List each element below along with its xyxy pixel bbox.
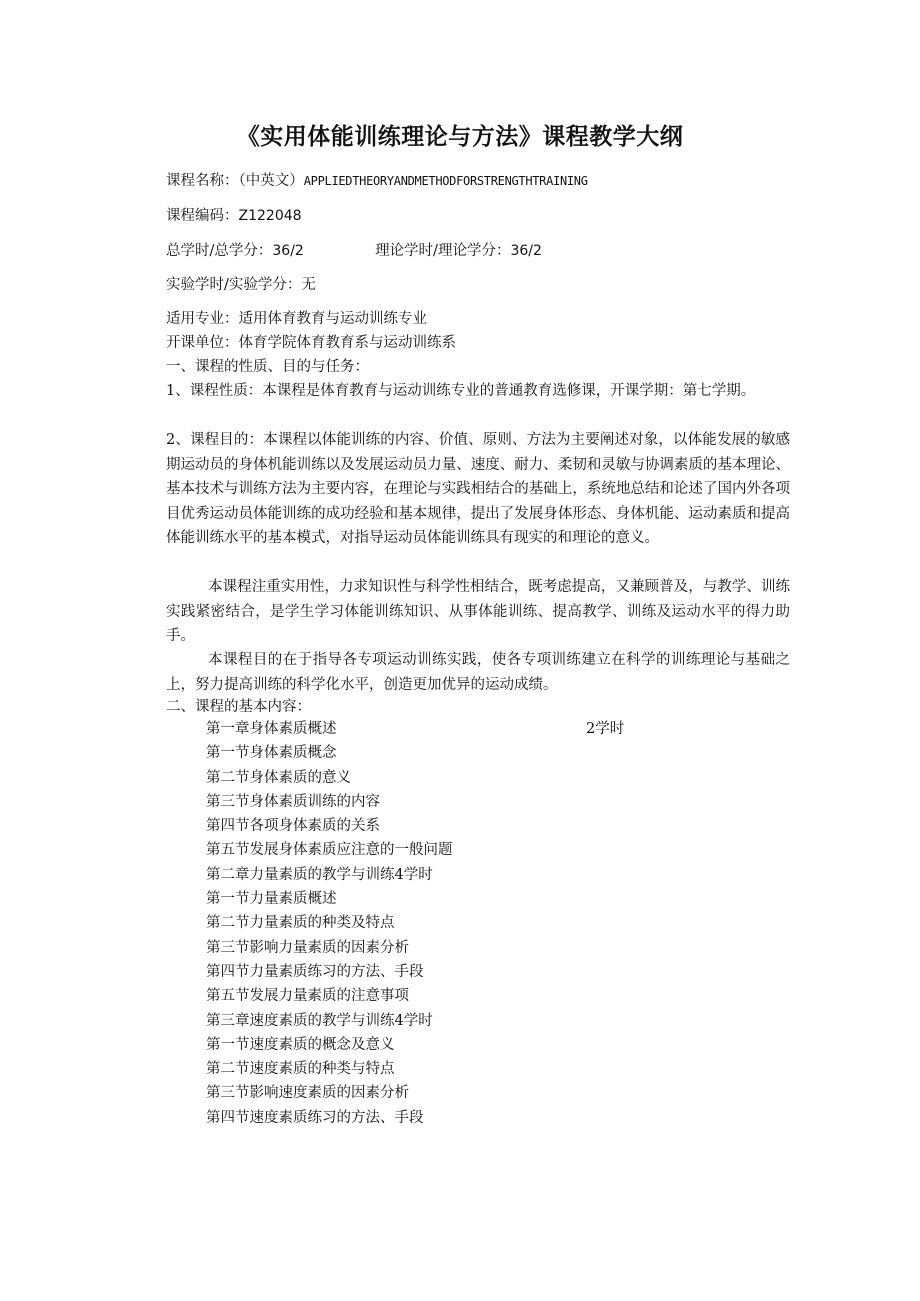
chapter-title: 第一节身体素质概念 [206, 745, 337, 762]
chapter-title: 第五节发展身体素质应注意的一般问题 [206, 842, 453, 859]
theory-hours: 36/2 [510, 243, 542, 259]
chapter-title: 第一节速度素质的概念及意义 [206, 1036, 395, 1053]
chapter-title: 第三节身体素质训练的内容 [206, 793, 380, 810]
chapter-list-item [206, 1106, 453, 1130]
total-hours-label: 总学时/总学分： [166, 243, 273, 259]
chapter-list-item [206, 936, 453, 960]
chapter-title: 第三节影响速度素质的因素分析 [206, 1085, 409, 1102]
lab-hours-line: 实验学时/实验学分：无 [166, 277, 316, 293]
chapter-title: 第四节力量素质练习的方法、手段 [206, 963, 424, 980]
section1-heading: 一、课程的性质、目的与任务： [166, 359, 369, 375]
course-name-line [166, 171, 588, 191]
chapter-list-item [206, 984, 453, 1008]
chapter-list-item [206, 1081, 453, 1105]
chapter-list-item [206, 790, 453, 814]
section2-heading: 二、课程的基本内容： [166, 699, 311, 715]
item-course-nature: 1、课程性质：本课程是体育教育与运动训练专业的普通教育选修课，开课学期：第七学期。 [166, 383, 756, 399]
chapter-list [206, 717, 625, 1130]
chapter-list-item [206, 766, 453, 790]
chapter-title: 第一章身体素质概述 [206, 721, 337, 737]
item-course-purpose: 2、课程目的：本课程以体能训练的内容、价值、原则、方法为主要阐述对象，以体能发展的敏感期运动员的身体机能训练以及发展运动员力量、速度、耐力、柔韧和灵敏与协调素质的基本理论、基本技术与训练方法为主要内容，在理论与实践相结合的基础上，系统地总结和论述了国内外各项目优秀运动员体能训练的成功经验和基本规律，提出了发展身体形态、身体机能、运动素质和提高体能训练水平的基本模式，对指导运动员体能训练具有现实的和理论的意义。 [166, 432, 790, 546]
paragraph-practicality: 本课程注重实用性，力求知识性与科学性相结合，既考虑提高，又兼顾普及，与教学、训练实践紧密结合，是学生学习体能训练知识、从事体能训练、提高教学、训练及运动水平的得力助手。 [166, 579, 790, 644]
chapter-title: 第二节身体素质的意义 [206, 769, 351, 786]
hours-line [166, 241, 542, 261]
chapter-list-item [206, 960, 453, 984]
chapter-title: 第四节各项身体素质的关系 [206, 818, 380, 835]
course-code-label: 课程编码： [166, 208, 239, 224]
chapter-title: 第三章速度素质的教学与训练4学时 [206, 1012, 433, 1029]
chapter-list-item [206, 1057, 453, 1081]
course-code-line [166, 206, 302, 226]
course-name-en: APPLIEDTHEORYANDMETHODFORSTRENGTHTRAINING [303, 174, 588, 188]
chapter-title: 第二章力量素质的教学与训练4学时 [206, 866, 433, 883]
paragraph-goal: 本课程目的在于指导各专项运动训练实践，使各专项训练建立在科学的训练理论与基础之上，努力提高训练的科学化水平，创造更加优异的运动成绩。 [166, 652, 790, 693]
chapter-list-item [206, 838, 453, 862]
course-name-label: 课程名称：（中英文） [166, 173, 304, 189]
chapter-title: 第一节力量素质概述 [206, 891, 337, 908]
chapter-title: 第二节力量素质的种类及特点 [206, 915, 395, 932]
chapter-list-item [206, 1009, 453, 1033]
chapter-title: 第三节影响力量素质的因素分析 [206, 939, 409, 956]
chapter-list-item [206, 814, 453, 838]
department-line: 开课单位：体育学院体育教育系与运动训练系 [166, 335, 456, 351]
chapter-title: 第二节速度素质的种类与特点 [206, 1061, 395, 1078]
major-line: 适用专业：适用体育教育与运动训练专业 [166, 311, 427, 327]
chapter-title: 第四节速度素质练习的方法、手段 [206, 1109, 424, 1126]
chapter-list-item [206, 741, 453, 765]
course-code: Z122048 [238, 208, 302, 224]
chapter-list-item [206, 1033, 453, 1057]
chapter-list-item [206, 911, 453, 935]
page-title: 《实用体能训练理论与方法》课程教学大纲 [236, 124, 684, 150]
chapter-title: 第五节发展力量素质的注意事项 [206, 988, 409, 1005]
chapter-hours: 2学时 [586, 721, 625, 737]
theory-hours-label: 理论学时/理论学分： [375, 243, 511, 259]
chapter-list-item [206, 717, 625, 741]
chapter-list-item [206, 887, 453, 911]
total-hours: 36/2 [272, 243, 304, 259]
chapter-list-item [206, 863, 453, 887]
